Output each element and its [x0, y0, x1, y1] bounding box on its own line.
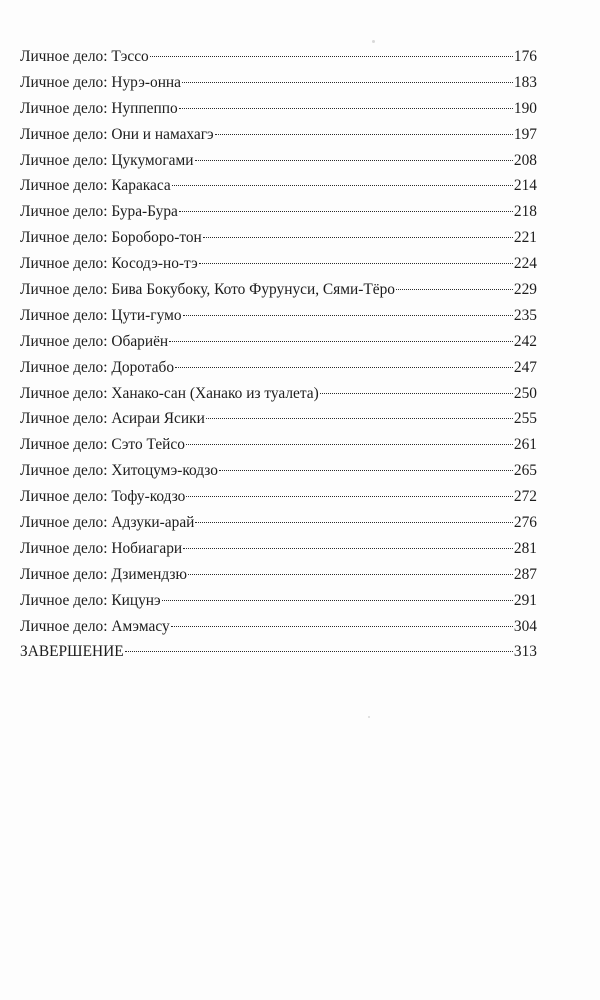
dot-leader [179, 108, 513, 109]
toc-entry-title: Личное дело: Бороборо-тон [20, 229, 202, 247]
dot-leader [175, 367, 513, 368]
toc-entry-title: Личное дело: Обариён [20, 332, 169, 350]
toc-entry-title: Личное дело: Нурэ-онна [20, 73, 181, 91]
dot-leader [182, 82, 513, 83]
table-of-contents [20, 44, 537, 665]
toc-entry-page-number: 197 [513, 125, 537, 143]
toc-entry [20, 148, 537, 174]
dot-leader [203, 237, 513, 238]
toc-entry-page-number: 272 [513, 488, 537, 506]
toc-entry [20, 251, 537, 277]
toc-entry [20, 122, 537, 148]
dot-leader [320, 393, 513, 394]
toc-entry [20, 406, 537, 432]
dot-leader [169, 341, 513, 342]
toc-entry-page-number: 287 [513, 565, 537, 583]
toc-entry [20, 588, 537, 614]
dot-leader [183, 548, 513, 549]
toc-entry-title: Личное дело: Каракаса [20, 177, 171, 195]
toc-entry-page-number: 265 [513, 462, 537, 480]
toc-entry-title: Личное дело: Бура-Бура [20, 203, 178, 221]
dot-leader [125, 651, 513, 652]
toc-entry-page-number: 313 [513, 643, 537, 661]
dot-leader [195, 522, 513, 523]
toc-entry [20, 329, 537, 355]
toc-entry-page-number: 214 [513, 177, 537, 195]
toc-entry [20, 458, 537, 484]
toc-entry [20, 355, 537, 381]
toc-entry-title: Личное дело: Ханако-сан (Ханако из туалета) [20, 384, 319, 402]
toc-entry-title: Личное дело: Асираи Ясики [20, 410, 205, 428]
dot-leader [206, 418, 513, 419]
toc-entry-page-number: 183 [513, 73, 537, 91]
toc-entry-page-number: 229 [513, 281, 537, 299]
toc-entry-page-number: 176 [513, 48, 537, 65]
toc-entry-title: Личное дело: Хитоцумэ-кодзо [20, 462, 218, 480]
toc-entry-title: Личное дело: Косодэ-но-тэ [20, 255, 198, 273]
toc-entry [20, 639, 537, 665]
toc-entry-title: ЗАВЕРШЕНИЕ [20, 643, 124, 661]
toc-entry-page-number: 221 [513, 229, 537, 247]
toc-entry [20, 614, 537, 640]
toc-entry-page-number: 218 [513, 203, 537, 221]
dot-leader [179, 211, 513, 212]
paper-speck [372, 40, 375, 43]
toc-entry-title: Личное дело: Цукумогами [20, 151, 194, 169]
toc-entry-page-number: 224 [513, 255, 537, 273]
dot-leader [195, 160, 513, 161]
toc-entry [20, 562, 537, 588]
toc-entry-page-number: 304 [513, 617, 537, 635]
toc-entry [20, 225, 537, 251]
toc-entry-page-number: 281 [513, 539, 537, 557]
toc-entry [20, 173, 537, 199]
toc-entry-title: Личное дело: Нобиагари [20, 539, 183, 557]
dot-leader [172, 185, 513, 186]
dot-leader [215, 134, 513, 135]
toc-entry-title: Личное дело: Адзуки-арай [20, 514, 195, 532]
toc-entry-page-number: 255 [513, 410, 537, 428]
toc-entry-page-number: 250 [513, 384, 537, 402]
toc-entry [20, 510, 537, 536]
toc-entry [20, 44, 537, 70]
toc-entry-page-number: 291 [513, 591, 537, 609]
toc-entry-title: Личное дело: Дзимендзю [20, 565, 187, 583]
toc-entry-title: Личное дело: Бива Бокубоку, Кото Фурунуси, Сями-Тёро [20, 281, 395, 299]
toc-entry-title: Личное дело: Амэмасу [20, 617, 170, 635]
toc-entry-title: Личное дело: Доротабо [20, 358, 175, 376]
toc-entry [20, 484, 537, 510]
dot-leader [186, 444, 513, 445]
dot-leader [162, 600, 513, 601]
toc-entry [20, 303, 537, 329]
toc-entry-page-number: 242 [513, 332, 537, 350]
toc-entry-page-number: 276 [513, 514, 537, 532]
toc-entry-title: Личное дело: Тофу-кодзо [20, 488, 186, 506]
toc-entry-page-number: 235 [513, 306, 537, 324]
toc-entry-title: Личное дело: Кицунэ [20, 591, 161, 609]
dot-leader [171, 626, 513, 627]
toc-entry-page-number: 247 [513, 358, 537, 376]
dot-leader [150, 56, 513, 57]
toc-entry [20, 381, 537, 407]
toc-entry-title: Личное дело: Цути-гумо [20, 306, 182, 324]
dot-leader [188, 574, 513, 575]
dot-leader [219, 470, 513, 471]
toc-entry-title: Личное дело: Тэссо [20, 48, 149, 65]
toc-entry [20, 536, 537, 562]
dot-leader [186, 496, 513, 497]
dot-leader [183, 315, 513, 316]
toc-entry-page-number: 261 [513, 436, 537, 454]
toc-entry-title: Личное дело: Сэто Тейсо [20, 436, 185, 454]
dot-leader [396, 289, 513, 290]
toc-entry [20, 70, 537, 96]
paper-speck [368, 716, 370, 718]
toc-entry-title: Личное дело: Они и намахагэ [20, 125, 214, 143]
toc-entry-page-number: 208 [513, 151, 537, 169]
toc-entry-title: Личное дело: Нуппеппо [20, 99, 178, 117]
dot-leader [199, 263, 513, 264]
toc-entry [20, 432, 537, 458]
toc-entry-page-number: 190 [513, 99, 537, 117]
toc-entry [20, 96, 537, 122]
toc-entry [20, 199, 537, 225]
toc-entry [20, 277, 537, 303]
